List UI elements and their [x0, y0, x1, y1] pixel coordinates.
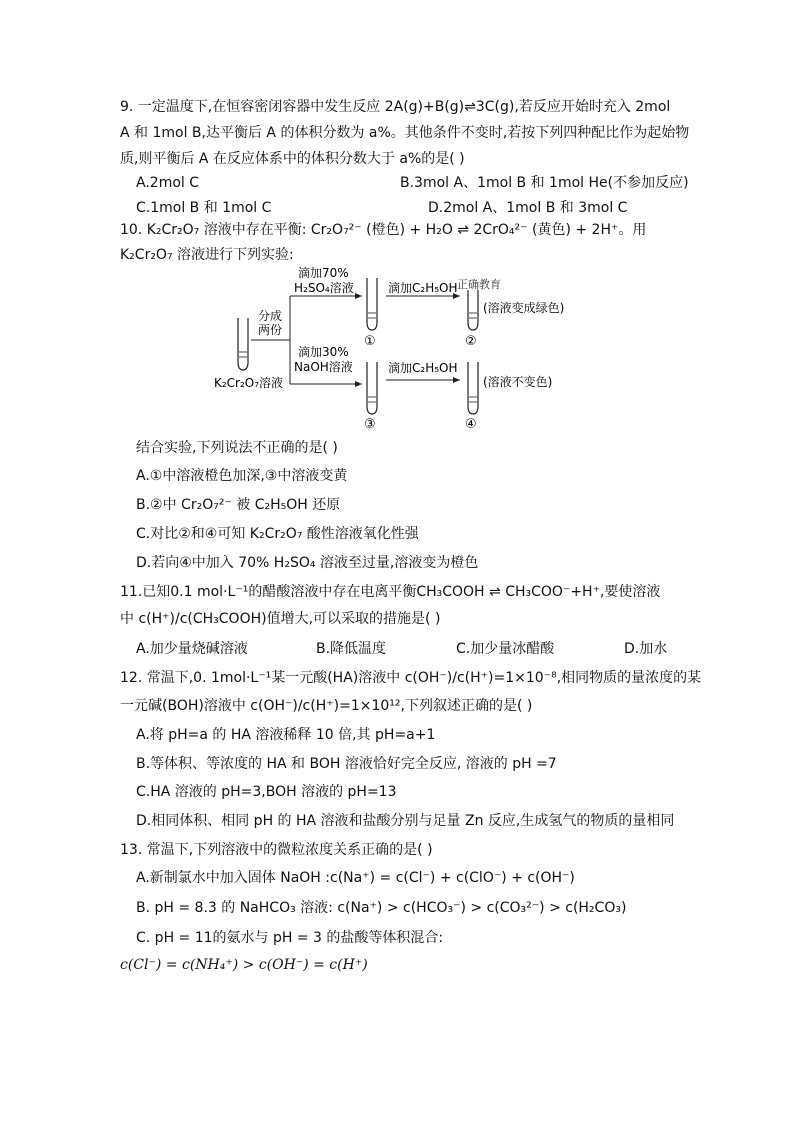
- test-tube-2: [468, 290, 478, 330]
- q9-stem-line1: 9. 一定温度下,在恒容密闭容器中发生反应 2A(g)+B(g)⇌3C(g),若反应开始时充入 2mol: [120, 99, 671, 115]
- test-tube-3: [367, 362, 377, 414]
- add-ethanol-label-2: 滴加C₂H₅OH: [388, 361, 458, 375]
- q9-stem-line3: 质,则平衡后 A 在反应体系中的体积分数大于 a%的是( ): [120, 151, 465, 167]
- q10-question: 结合实验,下列说法不正确的是( ): [136, 440, 338, 456]
- q10-option-a: A.①中溶液橙色加深,③中溶液变黄: [136, 468, 348, 484]
- add-ethanol-label-1: 滴加C₂H₅OH: [388, 281, 458, 295]
- q13-option-c-relation: c(Cl⁻) = c(NH₄⁺) > c(OH⁻) = c(H⁺): [120, 957, 368, 973]
- q10-option-c: C.对比②和④可知 K₂Cr₂O₇ 酸性溶液氧化性强: [136, 526, 419, 542]
- q13-stem: 13. 常温下,下列溶液中的微粒浓度关系正确的是( ): [120, 842, 433, 858]
- q12-option-b: B.等体积、等浓度的 HA 和 BOH 溶液恰好完全反应, 溶液的 pH =7: [136, 756, 557, 772]
- label-tube-1: ①: [364, 334, 376, 349]
- add-naoh-label: 滴加30%: [298, 345, 349, 359]
- label-tube-2: ②: [465, 334, 477, 349]
- q9-option-d: D.2mol A、1mol B 和 3mol C: [428, 200, 628, 216]
- q11-stem-line2: 中 c(H⁺)/c(CH₃COOH)值增大,可以采取的措施是( ): [120, 611, 441, 627]
- q13-option-b: B. pH = 8.3 的 NaHCO₃ 溶液: c(Na⁺) > c(HCO₃⁻) > c(CO₃²⁻) > c(H₂CO₃): [136, 900, 627, 916]
- q9-option-b: B.3mol A、1mol B 和 1mol He(不参加反应): [400, 175, 689, 191]
- q9-option-c: C.1mol B 和 1mol C: [136, 200, 272, 216]
- add-naoh-label-2: NaOH溶液: [294, 360, 353, 374]
- label-tube-3: ③: [364, 417, 376, 432]
- q11-option-c: C.加少量冰醋酸: [456, 641, 555, 657]
- q11-option-b: B.降低温度: [316, 641, 387, 657]
- q9-stem-line2: A 和 1mol B,达平衡后 A 的体积分数为 a%。其他条件不变时,若按下列四种配比作为起始物: [120, 125, 690, 141]
- test-tube-1: [367, 278, 377, 330]
- q13-option-c: C. pH = 11的氨水与 pH = 3 的盐酸等体积混合:: [136, 930, 444, 946]
- add-h2so4-label: 滴加70%: [298, 266, 349, 280]
- observation-green: (溶液变成绿色): [483, 301, 565, 315]
- test-tube-4: [468, 362, 478, 414]
- observation-unchanged: (溶液不变色): [483, 375, 553, 389]
- start-solution-label: K₂Cr₂O₇溶液: [214, 376, 284, 390]
- q10-stem-line1: 10. K₂Cr₂O₇ 溶液中存在平衡: Cr₂O₇²⁻ (橙色) + H₂O ⇌ 2CrO₄²⁻ (黄色) + 2H⁺。用: [120, 222, 647, 238]
- watermark-text: 正确教育: [457, 278, 501, 291]
- label-tube-4: ④: [465, 417, 477, 432]
- q13-option-a: A.新制氯水中加入固体 NaOH :c(Na⁺) = c(Cl⁻) + c(ClO⁻) + c(OH⁻): [136, 870, 575, 886]
- q11-option-d: D.加水: [624, 641, 668, 657]
- q11-stem-line1: 11.已知0.1 mol·L⁻¹的醋酸溶液中存在电离平衡CH₃COOH ⇌ CH₃COO⁻+H⁺,要使溶液: [120, 584, 661, 600]
- q12-option-a: A.将 pH=a 的 HA 溶液稀释 10 倍,其 pH=a+1: [136, 727, 436, 743]
- q10-option-b: B.②中 Cr₂O₇²⁻ 被 C₂H₅OH 还原: [136, 497, 341, 513]
- q9-option-a: A.2mol C: [136, 175, 200, 191]
- start-test-tube: [238, 318, 248, 370]
- q12-stem-line2: 一元碱(BOH)溶液中 c(OH⁻)/c(H⁺)=1×10¹²,下列叙述正确的是( ): [120, 698, 533, 714]
- q10-stem-line2: K₂Cr₂O₇ 溶液进行下列实验:: [120, 247, 294, 263]
- add-h2so4-label-2: H₂SO₄溶液: [294, 281, 354, 295]
- split-label: 分成: [258, 309, 283, 323]
- q11-option-a: A.加少量烧碱溶液: [136, 641, 248, 657]
- q10-experiment-diagram: [0, 0, 794, 440]
- split-label-2: 两份: [258, 323, 283, 337]
- q12-option-c: C.HA 溶液的 pH=3,BOH 溶液的 pH=13: [136, 784, 397, 800]
- q12-stem-line1: 12. 常温下,0. 1mol·L⁻¹某一元酸(HA)溶液中 c(OH⁻)/c(H⁺)=1×10⁻⁸,相同物质的量浓度的某: [120, 670, 702, 686]
- q12-option-d: D.相同体积、相同 pH 的 HA 溶液和盐酸分别与足量 Zn 反应,生成氢气的物质的量相同: [136, 813, 675, 829]
- q10-option-d: D.若向④中加入 70% H₂SO₄ 溶液至过量,溶液变为橙色: [136, 555, 479, 571]
